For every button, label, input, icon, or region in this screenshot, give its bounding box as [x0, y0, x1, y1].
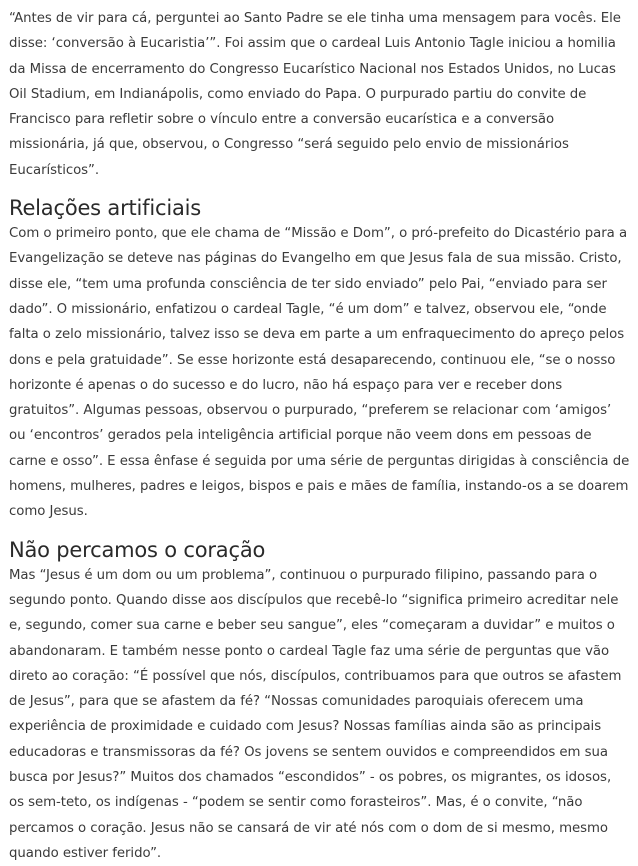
- section-heading-relacoes-artificiais: Relações artificiais: [9, 196, 202, 221]
- intro-paragraph: “Antes de vir para cá, perguntei ao Santo Padre se ele tinha uma mensagem para vocês. Ele disse: ‘conversão à Eucaristia’”. Foi assim que o cardeal Luis Antonio Tagle iniciou a homilia da Missa de encerramento do Congresso Eucarístico Nacional nos Estados Unidos, no Lucas Oil Stadium, em Indianápolis, como enviado do Papa. O purpurado partiu do convite de Francisco para refletir sobre o vínculo entre a conversão eucarística e a conversão missionária, já que, observou, o Congresso “será seguido pelo envio de missionários Eucarísticos”.: [9, 11, 621, 178]
- section-paragraph-nao-percamos-o-coracao: Mas “Jesus é um dom ou um problema”, continuou o purpurado filipino, passando para o segundo ponto. Quando disse aos discípulos que recebê-lo “significa primeiro acreditar nele e, segundo, comer sua carne e beber seu sangue”, eles “começaram a duvidar” e muitos o abandonaram. E também nesse ponto o cardeal Tagle faz uma série de perguntas que vão direto ao coração: “É possível que nós, discípulos, contribuamos para que outros se afastem de Jesus”, para que se afastem da fé? “Nossas comunidades paroquiais oferecem uma experiência de proximidade e cuidado com Jesus? Nossas famílias ainda são as principais educadoras e transmissoras da fé? Os jovens se sentem ouvidos e compreendidos em sua busca por Jesus?” Muitos dos chamados “escondidos” - os pobres, os migrantes, os idosos, os sem-teto, os indígenas - “podem se sentir como forasteiros”. Mas, é o convite, “não percamos o coração. Jesus não se cansará de vir até nós com o dom de si mesmo, mesmo quando estiver ferido”.: [9, 567, 622, 861]
- section-heading-nao-percamos-o-coracao: Não percamos o coração: [9, 537, 266, 562]
- section-paragraph-relacoes-artificiais: Com o primeiro ponto, que ele chama de “Missão e Dom”, o pró-prefeito do Dicastério para a Evangelização se deteve nas páginas do Evangelho em que Jesus fala de sua missão. Cristo, disse ele, “tem uma profunda consciência de ter sido enviado” pelo Pai, “enviado para ser dado”. O missionário, enfatizou o cardeal Tagle, “é um dom” e talvez, observou ele, “onde falta o zelo missionário, talvez isso se deva em parte a um enfraquecimento do apreço pelos dons e pela gratuidade”. Se esse horizonte está desaparecendo, continuou ele, “se o nosso horizonte é apenas o do sucesso e do lucro, não há espaço para ver e receber dons gratuitos”. Algumas pessoas, observou o purpurado, “preferem se relacionar com ‘amigos’ ou ‘encontros’ gerados pela inteligência artificial porque não veem dons em pessoas de carne e osso”. E essa ênfase é seguida por uma série de perguntas dirigidas à consciência de homens, mulheres, padres e leigos, bispos e pais e mães de família, instando-os a se doarem como Jesus.: [9, 226, 630, 520]
